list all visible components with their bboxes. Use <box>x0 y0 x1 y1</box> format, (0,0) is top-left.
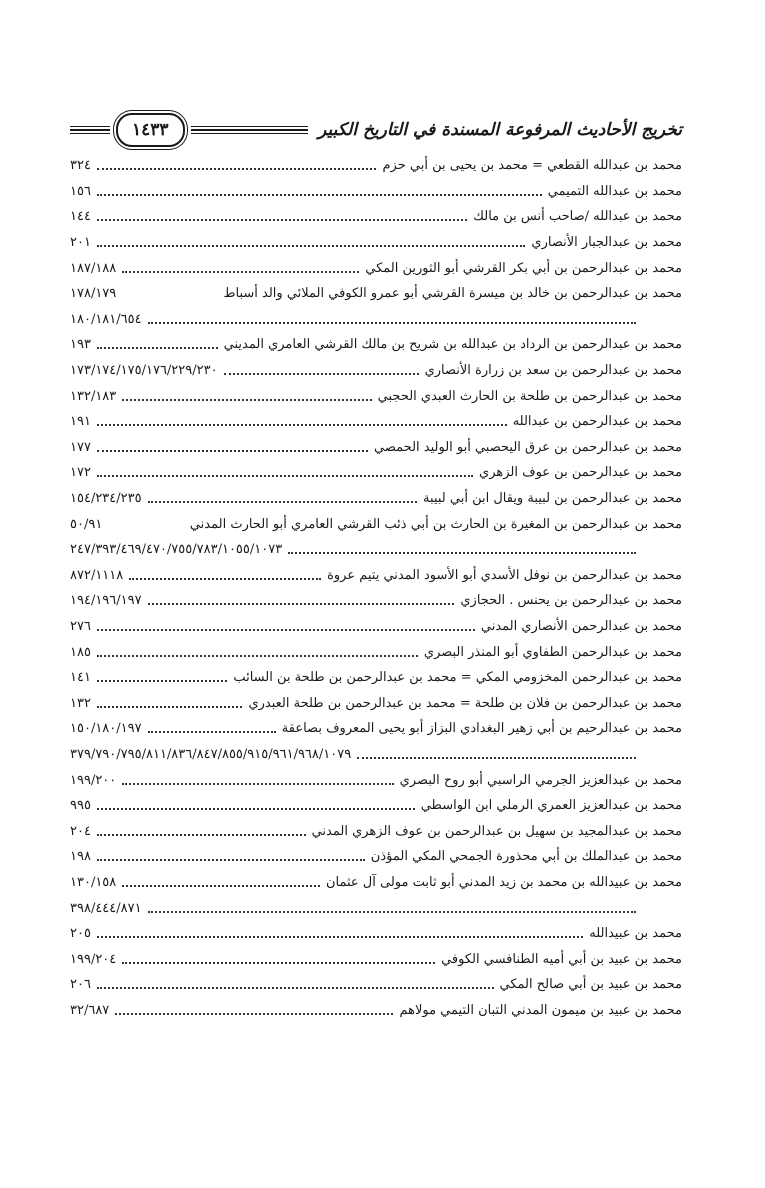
entry-name: محمد بن عبيد بن ميمون المدني التبان التيمي مولاهم <box>399 1002 682 1018</box>
leader-dots <box>97 423 507 426</box>
entry-name: محمد بن عبيدالله بن محمد بن زيد المدني أبو ثابت مولى آل عثمان <box>325 874 682 890</box>
entry-name: محمد بن عبدالعزيز الجرمي الراسبي أبو روح البصري <box>399 772 682 788</box>
entry-references: ١٩٨ <box>70 849 91 865</box>
index-entry <box>70 230 682 256</box>
entry-references: ١٧٣/١٧٤/١٧٥/١٧٦/٢٢٩/٢٣٠ <box>70 363 218 379</box>
entry-references: ١٤٤ <box>70 209 91 225</box>
entry-name: محمد بن عبدالرحيم بن أبي زهير البغدادي البزاز أبو يحيى المعروف بصاعقة <box>281 721 682 737</box>
entry-references: ١٣٢/١٨٣ <box>70 388 117 404</box>
entry-name: محمد بن عبدالله التميمي <box>547 183 682 199</box>
index-entry <box>70 255 682 281</box>
index-entry <box>70 511 682 537</box>
entry-references: ٣٢/٦٨٧ <box>70 1002 110 1018</box>
leader-dots <box>97 218 467 221</box>
entry-references: ٣٢٤ <box>70 158 91 174</box>
entry-references: ١٩٩/٢٠٠ <box>70 772 117 788</box>
index-entry <box>70 767 682 793</box>
entry-name: محمد بن عبدالملك بن أبي محذورة الجمحي المكي المؤذن <box>370 849 682 865</box>
index-entry <box>70 281 682 307</box>
entry-references: ١٥٦ <box>70 183 91 199</box>
entry-name: محمد بن عبدالرحمن بن المغيرة بن الحارث بن أبي ذئب القرشي العامري أبو الحارث المدني <box>189 516 682 532</box>
entry-references: ١٥٠/١٨٠/١٩٧ <box>70 721 142 737</box>
entry-name: محمد بن عبدالرحمن بن عبدالله <box>512 414 682 430</box>
leader-dots <box>288 551 636 554</box>
entry-references: ١٤١ <box>70 670 91 686</box>
index-entries <box>70 153 682 1023</box>
index-entry <box>70 358 682 384</box>
entry-name: محمد بن عبدالرحمن الأنصاري المدني <box>480 618 682 634</box>
header-rule <box>191 126 309 134</box>
leader-dots <box>97 474 473 477</box>
leader-dots <box>108 527 184 528</box>
page-header <box>70 112 682 148</box>
index-entry <box>70 614 682 640</box>
index-entry <box>70 179 682 205</box>
index-entry-continuation <box>70 307 682 333</box>
entry-references: ٣٧٩/٧٩٠/٧٩٥/٨١١/٨٣٦/٨٤٧/٨٥٥/٩١٥/٩٦١/٩٦٨/١٠٧٩ <box>70 746 352 762</box>
leader-dots <box>122 270 359 273</box>
index-entry <box>70 972 682 998</box>
entry-name: محمد بن عبدالعزيز العمري الرملي ابن الواسطي <box>420 798 682 814</box>
page-number-frame <box>116 113 185 147</box>
index-entry <box>70 793 682 819</box>
index-entry-continuation <box>70 537 682 563</box>
entry-name: محمد بن عبدالرحمن بن الرداد بن عبدالله بن شريح بن مالك القرشي العامري المديني <box>223 337 682 353</box>
leader-dots <box>97 346 218 349</box>
index-entry <box>70 870 682 896</box>
leader-dots <box>122 884 320 887</box>
entry-references: ٢٧٦ <box>70 618 91 634</box>
index-entry <box>70 460 682 486</box>
entry-name: محمد بن عبدالمجيد بن سهيل بن عبدالرحمن بن عوف الزهري المدني <box>311 823 682 839</box>
entry-references: ١٥٤/٢٣٤/٢٣٥ <box>70 491 142 507</box>
entry-name: محمد بن عبدالرحمن بن يحنس . الحجازي <box>460 593 682 609</box>
index-entry-continuation <box>70 895 682 921</box>
leader-dots <box>122 296 217 297</box>
index-entry <box>70 486 682 512</box>
entry-name: محمد بن عبدالرحمن بن خالد بن ميسرة القرشي أبو عمرو الكوفي الملائي والد أسباط <box>223 286 682 302</box>
entry-name: محمد بن عبدالرحمن بن عوف الزهري <box>479 465 682 481</box>
index-entry <box>70 665 682 691</box>
entry-name: محمد بن عبدالرحمن بن لبيبة ويقال ابن أبي لبيبة <box>423 491 682 507</box>
index-entry <box>70 716 682 742</box>
index-entry <box>70 588 682 614</box>
index-entry <box>70 921 682 947</box>
entry-references: ٥٠/٩١ <box>70 516 103 532</box>
leader-dots <box>97 628 475 631</box>
entry-name: محمد بن عبدالرحمن المخزومي المكي = محمد بن عبدالرحمن بن طلحة بن السائب <box>233 670 682 686</box>
entry-name: محمد بن عبدالله القطعي = محمد بن يحيى بن أبي حزم <box>382 158 682 174</box>
entry-references: ١٧٢ <box>70 465 91 481</box>
entry-references: ١٩١ <box>70 414 91 430</box>
entry-name: محمد بن عبدالرحمن بن نوفل الأسدي أبو الأسود المدني يتيم عروة <box>327 567 682 583</box>
entry-references: ٢٤٧/٣٩٣/٤٦٩/٤٧٠/٧٥٥/٧٨٣/١٠٥٥/١٠٧٣ <box>70 542 283 558</box>
entry-name: محمد بن عبدالرحمن بن أبي بكر القرشي أبو الثورين المكي <box>365 260 682 276</box>
leader-dots <box>97 833 306 836</box>
entry-references: ١٨٠/١٨١/٦٥٤ <box>70 311 142 327</box>
leader-dots <box>148 910 636 913</box>
entry-name: محمد بن عبدالرحمن بن عرق اليحصبي أبو الوليد الحمصي <box>374 439 682 455</box>
entry-references: ٢٠٤ <box>70 823 91 839</box>
leader-dots <box>97 807 415 810</box>
entry-references: ١٩٤/١٩٦/١٩٧ <box>70 593 142 609</box>
leader-dots <box>97 193 542 196</box>
entry-name: محمد بن عبيدالله <box>589 926 682 942</box>
entry-name: محمد بن عبدالرحمن بن فلان بن طلحة = محمد بن عبدالرحمن بن طلحة العبدري <box>248 695 682 711</box>
index-entry <box>70 998 682 1024</box>
leader-dots <box>148 602 455 605</box>
entry-name: محمد بن عبدالله /صاحب أنس بن مالك <box>473 209 682 225</box>
entry-references: ١٨٧/١٨٨ <box>70 260 117 276</box>
index-entry <box>70 435 682 461</box>
entry-references: ٢٠١ <box>70 235 91 251</box>
leader-dots <box>357 756 636 759</box>
leader-dots <box>122 398 371 401</box>
entry-references: ١٨٥ <box>70 644 91 660</box>
entry-references: ١٣٢ <box>70 695 91 711</box>
entry-name: محمد بن عبيد بن أبي أميه الطنافسي الكوفي <box>441 951 682 967</box>
entry-references: ١٩٩/٢٠٤ <box>70 951 117 967</box>
entry-references: ١٧٧ <box>70 439 91 455</box>
index-entry <box>70 639 682 665</box>
leader-dots <box>148 730 276 733</box>
index-entry <box>70 690 682 716</box>
leader-dots <box>97 679 227 682</box>
entry-references: ١٧٨/١٧٩ <box>70 286 117 302</box>
index-entry-continuation <box>70 742 682 768</box>
entry-name: محمد بن عبدالرحمن بن سعد بن زرارة الأنصاري <box>424 363 682 379</box>
page-number: ١٤٣٣ <box>132 120 169 140</box>
leader-dots <box>97 705 242 708</box>
leader-dots <box>97 986 494 989</box>
leader-dots <box>115 1012 393 1015</box>
entry-name: محمد بن عبدالجبار الأنصاري <box>531 235 682 251</box>
entry-references: ٢٠٦ <box>70 977 91 993</box>
entry-name: محمد بن عبيد بن أبي صالح المكي <box>499 977 682 993</box>
index-entry <box>70 818 682 844</box>
index-entry <box>70 383 682 409</box>
entry-references: ١٣٠/١٥٨ <box>70 874 117 890</box>
leader-dots <box>122 782 393 785</box>
leader-dots <box>97 935 583 938</box>
entry-name: محمد بن عبدالرحمن الطفاوي أبو المنذر البصري <box>423 644 682 660</box>
leader-dots <box>148 500 417 503</box>
entry-references: ٩٩٥ <box>70 798 91 814</box>
leader-dots <box>97 167 377 170</box>
index-entry <box>70 844 682 870</box>
running-title: تخريج الأحاديث المرفوعة المسندة في التاريخ الكبير <box>318 120 682 140</box>
entry-references: ٢٠٥ <box>70 926 91 942</box>
leader-dots <box>129 577 321 580</box>
header-rule-end <box>70 126 110 134</box>
index-entry <box>70 946 682 972</box>
leader-dots <box>97 654 418 657</box>
leader-dots <box>97 449 368 452</box>
leader-dots <box>97 244 525 247</box>
leader-dots <box>122 961 435 964</box>
index-entry <box>70 332 682 358</box>
index-entry <box>70 153 682 179</box>
index-entry <box>70 409 682 435</box>
leader-dots <box>148 321 636 324</box>
index-entry <box>70 204 682 230</box>
entry-references: ٨٧٢/١١١٨ <box>70 567 124 583</box>
entry-references: ١٩٣ <box>70 337 91 353</box>
entry-name: محمد بن عبدالرحمن بن طلحة بن الحارث العبدي الحجبي <box>377 388 682 404</box>
index-entry <box>70 563 682 589</box>
leader-dots <box>97 858 365 861</box>
leader-dots <box>224 372 419 375</box>
entry-references: ٣٩٨/٤٤٤/٨٧١ <box>70 900 142 916</box>
